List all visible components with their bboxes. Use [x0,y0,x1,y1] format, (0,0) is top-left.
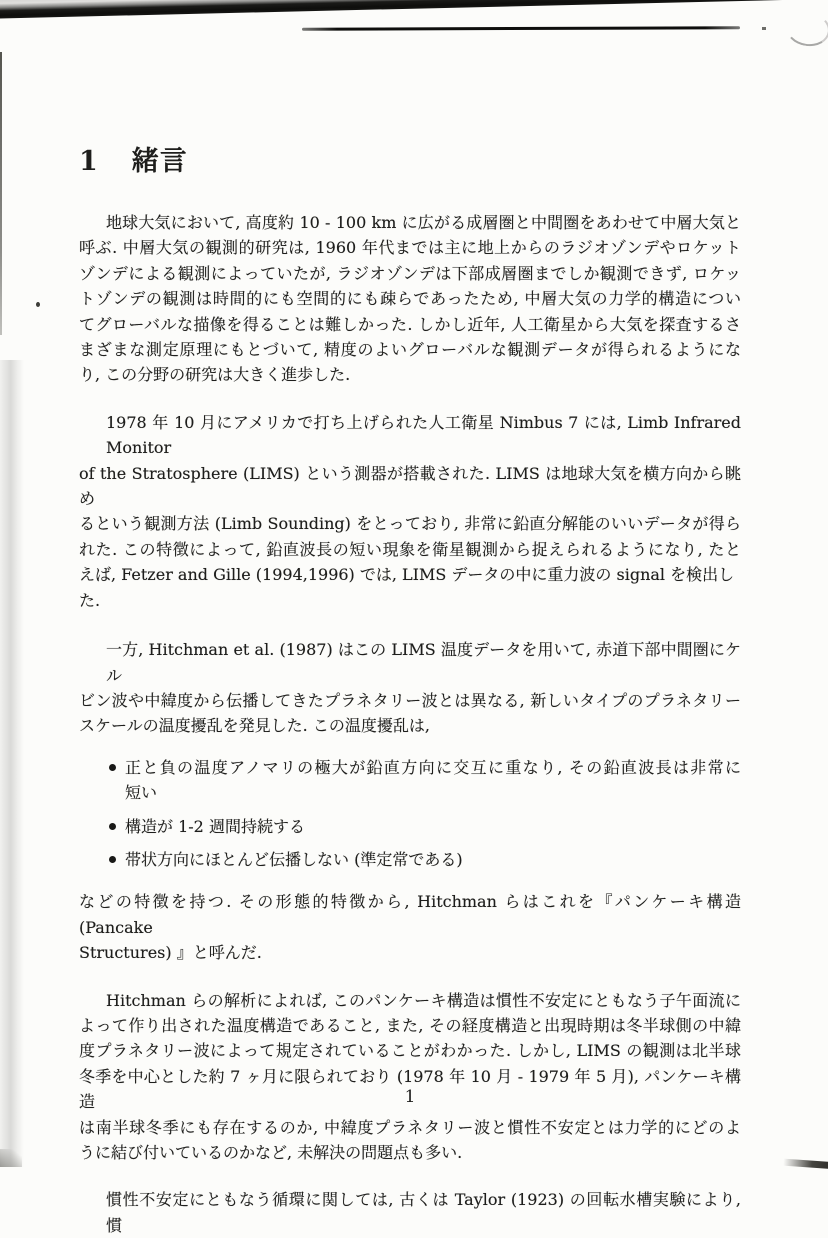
text-line: よって作り出された温度構造であること, また, その経度構造と出現時期は冬半球側の中緯 [79,1015,741,1035]
text-line: 慣性不安定にともなう循環に関しては, 古くは Taylor (1923) の回転水槽実験により, 慣 [106,1190,741,1235]
scan-speck [762,27,766,30]
text-line: ゾンデによる観測によっていたが, ラジオゾンデは下部成層圏までしか観測できず, ロケッ [79,263,741,283]
text-line: of the Stratosphere (LIMS) という測器が搭載された. LIMS は地球大気を横方向から眺め [79,463,741,509]
text-line: れた. この特徴によって, 鉛直波長の短い現象を衛星観測から捉えられるようになり, たと [79,539,741,559]
bullet-icon [109,764,116,771]
scan-artifact-bottom-right-edge [783,1159,828,1169]
bullet-item [79,847,741,872]
text-line: トゾンデの観測は時間的にも空間的にも疎らであったため, 中層大気の力学的構造につい [79,289,741,309]
section-heading [79,146,741,178]
text-line: 地球大気において, 高度約 10 - 100 km に広がる成層圏と中間圏をあわせて中層大気と [106,213,741,232]
section-title: 緒言 [131,146,188,177]
bullet-list [79,755,741,873]
document-body [79,146,741,1238]
bullet-icon [109,856,116,863]
scan-artifact-left-shadow [0,360,24,1167]
paragraph [79,410,741,613]
text-line: 度プラネタリー波によって規定されていることがわかった. しかし, LIMS の観測は北半球 [79,1041,741,1061]
scan-artifact-top-edge [0,0,828,19]
text-line: 短い [125,783,158,803]
text-line: 正と負の温度アノマリの極大が鉛直方向に交互に重なり, その鉛直波長は非常に [125,757,741,777]
scan-speck [36,302,40,307]
text-line: 1978 年 10 月にアメリカで打ち上げられた人工衛星 Nimbus 7 には, Limb Infrared Monitor [106,412,741,458]
scan-artifact-left-edge-line [0,52,2,335]
scan-artifact-page-curl [784,9,828,49]
bullet-icon [109,823,116,830]
scan-artifact-bottom-left-smudge [0,1149,22,1167]
text-line: スケールの温度擾乱を発見した. この温度擾乱は, [79,716,430,736]
text-line: ビン波や中緯度から伝播してきたプラネタリー波とは異なる, 新しいタイプのプラネタリー [79,690,741,710]
text-line: うに結び付いているのかなど, 未解決の問題点も多い. [79,1143,463,1162]
text-line: るという観測方法 (Limb Sounding) をとっており, 非常に鉛直分解能のいいデータが得ら [79,514,741,534]
text-line: 一方, Hitchman et al. (1987) はこの LIMS 温度データを用いて, 赤道下部中間圏にケル [106,640,741,685]
page-number: 1 [404,1087,416,1107]
text-line: は南半球冬季にも存在するのか, 中緯度プラネタリー波と慣性不安定とは力学的にどのよ [79,1117,741,1137]
text-line: てグローバルな描像を得ることは難しかった. しかし近年, 人工衛星から大気を探査するさ [79,314,741,334]
text-line: えば, Fetzer and Gille (1994,1996) では, LIMS データの中に重力波の signal を検出した. [79,565,735,610]
paragraph [79,1187,741,1238]
section-number: 1 [79,146,99,177]
paragraph [79,889,741,965]
paragraph [79,210,741,388]
text-line: まざまな測定原理にもとづいて, 精度のよいグローバルな観測データが得られるようにな [79,340,741,360]
text-line: り, この分野の研究は大きく進歩した. [79,365,351,385]
scan-artifact-line [302,26,740,31]
text-line: 呼ぶ. 中層大気の観測的研究は, 1960 年代までは主に地上からのラジオゾンデやロケット [79,238,741,258]
text-line: Structures) 』と呼んだ. [79,943,262,963]
text-line: 構造が 1-2 週間持続する [125,816,305,836]
text-line: 冬季を中心とした約 7 ヶ月に限られており (1978 年 10 月 - 1979 年 5 月), パンケーキ構造 [79,1066,741,1112]
text-line: などの特徴を持つ. その形態的特徴から, Hitchman らはこれを『パンケーキ構造 (Pancake [79,892,741,937]
paragraph [79,988,741,1166]
bullet-item [79,814,741,839]
text-line: 帯状方向にほとんど伝播しない (準定常である) [125,849,463,869]
bullet-item [79,755,741,806]
paragraph [79,637,741,739]
text-line: Hitchman らの解析によれば, このパンケーキ構造は慣性不安定にともなう子午面流に [106,990,741,1010]
